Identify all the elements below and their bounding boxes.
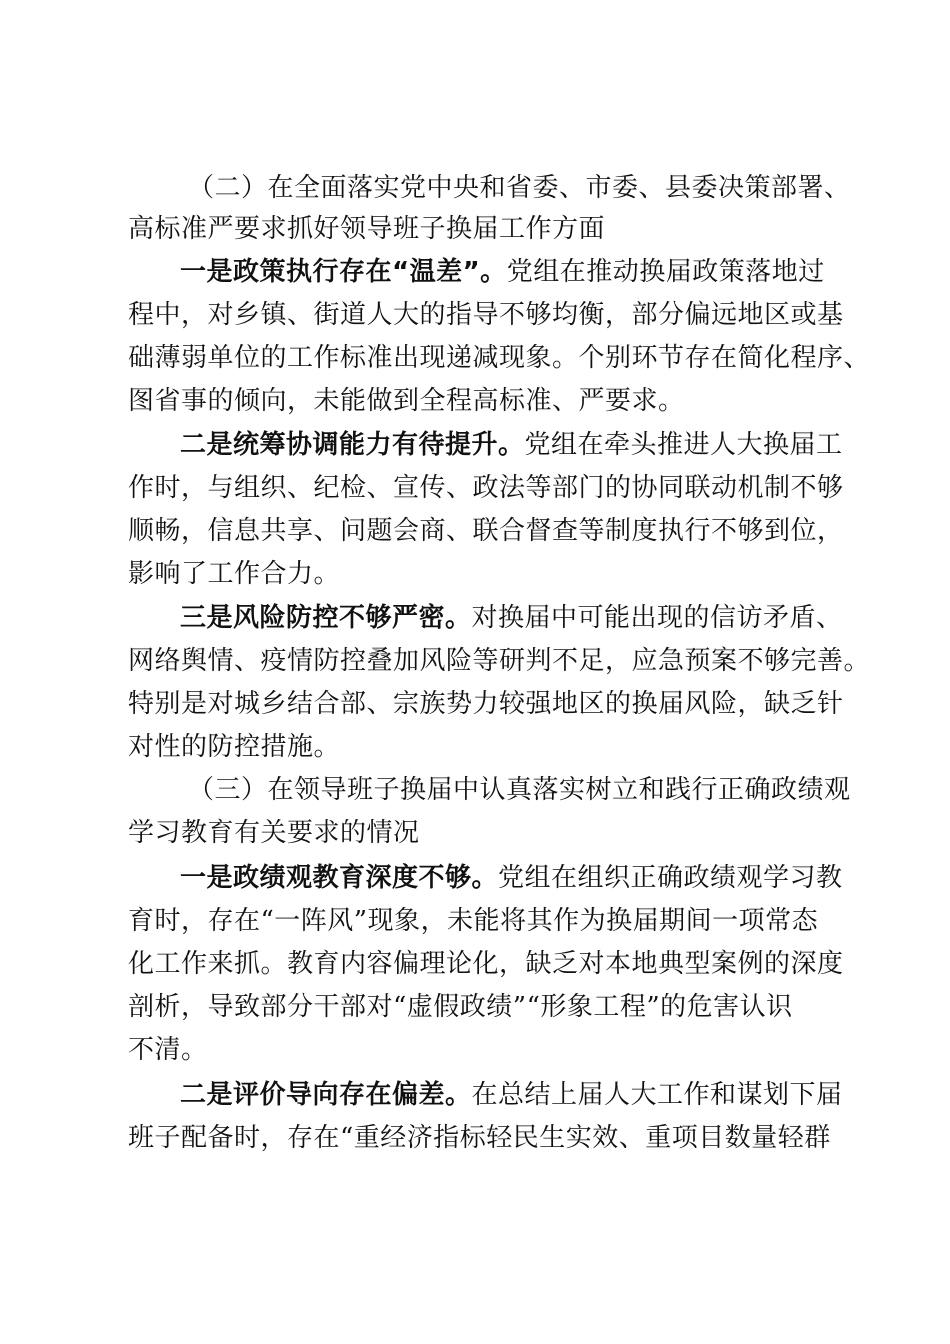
section2-heading-line1: （二）在全面落实党中央和省委、市委、县委决策部署、 [188,173,851,203]
section3-point1-line4: 剖析，导致部分干部对“虚假政绩”“形象工程”的危害认识 [128,992,793,1022]
section3-point1-line1-text: 党组在组织正确政绩观学习教 [498,863,843,893]
section3-point1-title: 一是政绩观教育深度不够。 [180,863,499,893]
section3-point2-line1-text: 在总结上届人大工作和谋划下届 [471,1080,843,1110]
section3-point1-line5: 不清。 [128,1035,208,1065]
section3-heading-line2: 学习教育有关要求的情况 [128,818,420,848]
section2-point1-line4: 图省事的倾向，未能做到全程高标准、严要求。 [128,386,685,416]
section2-point2-line4: 影响了工作合力。 [128,559,341,589]
section2-point2-title: 二是统筹协调能力有待提升。 [180,430,525,460]
section2-point3-line3: 特别是对城乡结合部、宗族势力较强地区的换届风险，缺乏针 [128,689,844,719]
section2-point2-line2: 作时，与组织、纪检、宣传、政法等部门的协同联动机制不够 [128,473,844,503]
section2-point3-title: 三是风险防控不够严密。 [180,603,472,633]
section2-point3-line4: 对性的防控措施。 [128,732,341,762]
section2-point1-line1-text: 党组在推动换届政策落地过 [506,257,825,287]
section3-heading-line1: （三）在领导班子换届中认真落实树立和践行正确政绩观 [188,775,851,805]
section3-point1-line3: 化工作来抓。教育内容偏理论化，缺乏对本地典型案例的深度 [128,949,844,979]
section2-point2-line1 [180,428,843,462]
section2-point1-title: 一是政策执行存在“温差”。 [180,257,507,287]
section2-point3-line1-text: 对换届中可能出现的信访矛盾、 [471,603,843,633]
section2-point2-line1-text: 党组在牵头推进人大换届工 [524,430,843,460]
section2-point1-line3: 础薄弱单位的工作标准出现递减现象。个别环节存在简化程序、 [128,343,871,373]
section2-point1-line1 [180,255,825,289]
section3-point2-line1 [180,1078,843,1112]
section2-heading-line2: 高标准严要求抓好领导班子换届工作方面 [128,214,606,244]
section2-point2-line3: 顺畅，信息共享、问题会商、联合督查等制度执行不够到位， [128,516,844,546]
section2-point3-line2: 网络舆情、疫情防控叠加风险等研判不足，应急预案不够完善。 [128,646,871,676]
section3-point1-line1 [180,861,843,895]
section3-point2-title: 二是评价导向存在偏差。 [180,1080,472,1110]
section2-point3-line1 [180,601,843,635]
section3-point1-line2: 育时，存在“一阵风”现象，未能将其作为换届期间一项常态 [128,906,819,936]
section2-point1-line2: 程中，对乡镇、街道人大的指导不够均衡，部分偏远地区或基 [128,300,844,330]
section3-point2-line2: 班子配备时，存在“重经济指标轻民生实效、重项目数量轻群 [128,1123,831,1153]
